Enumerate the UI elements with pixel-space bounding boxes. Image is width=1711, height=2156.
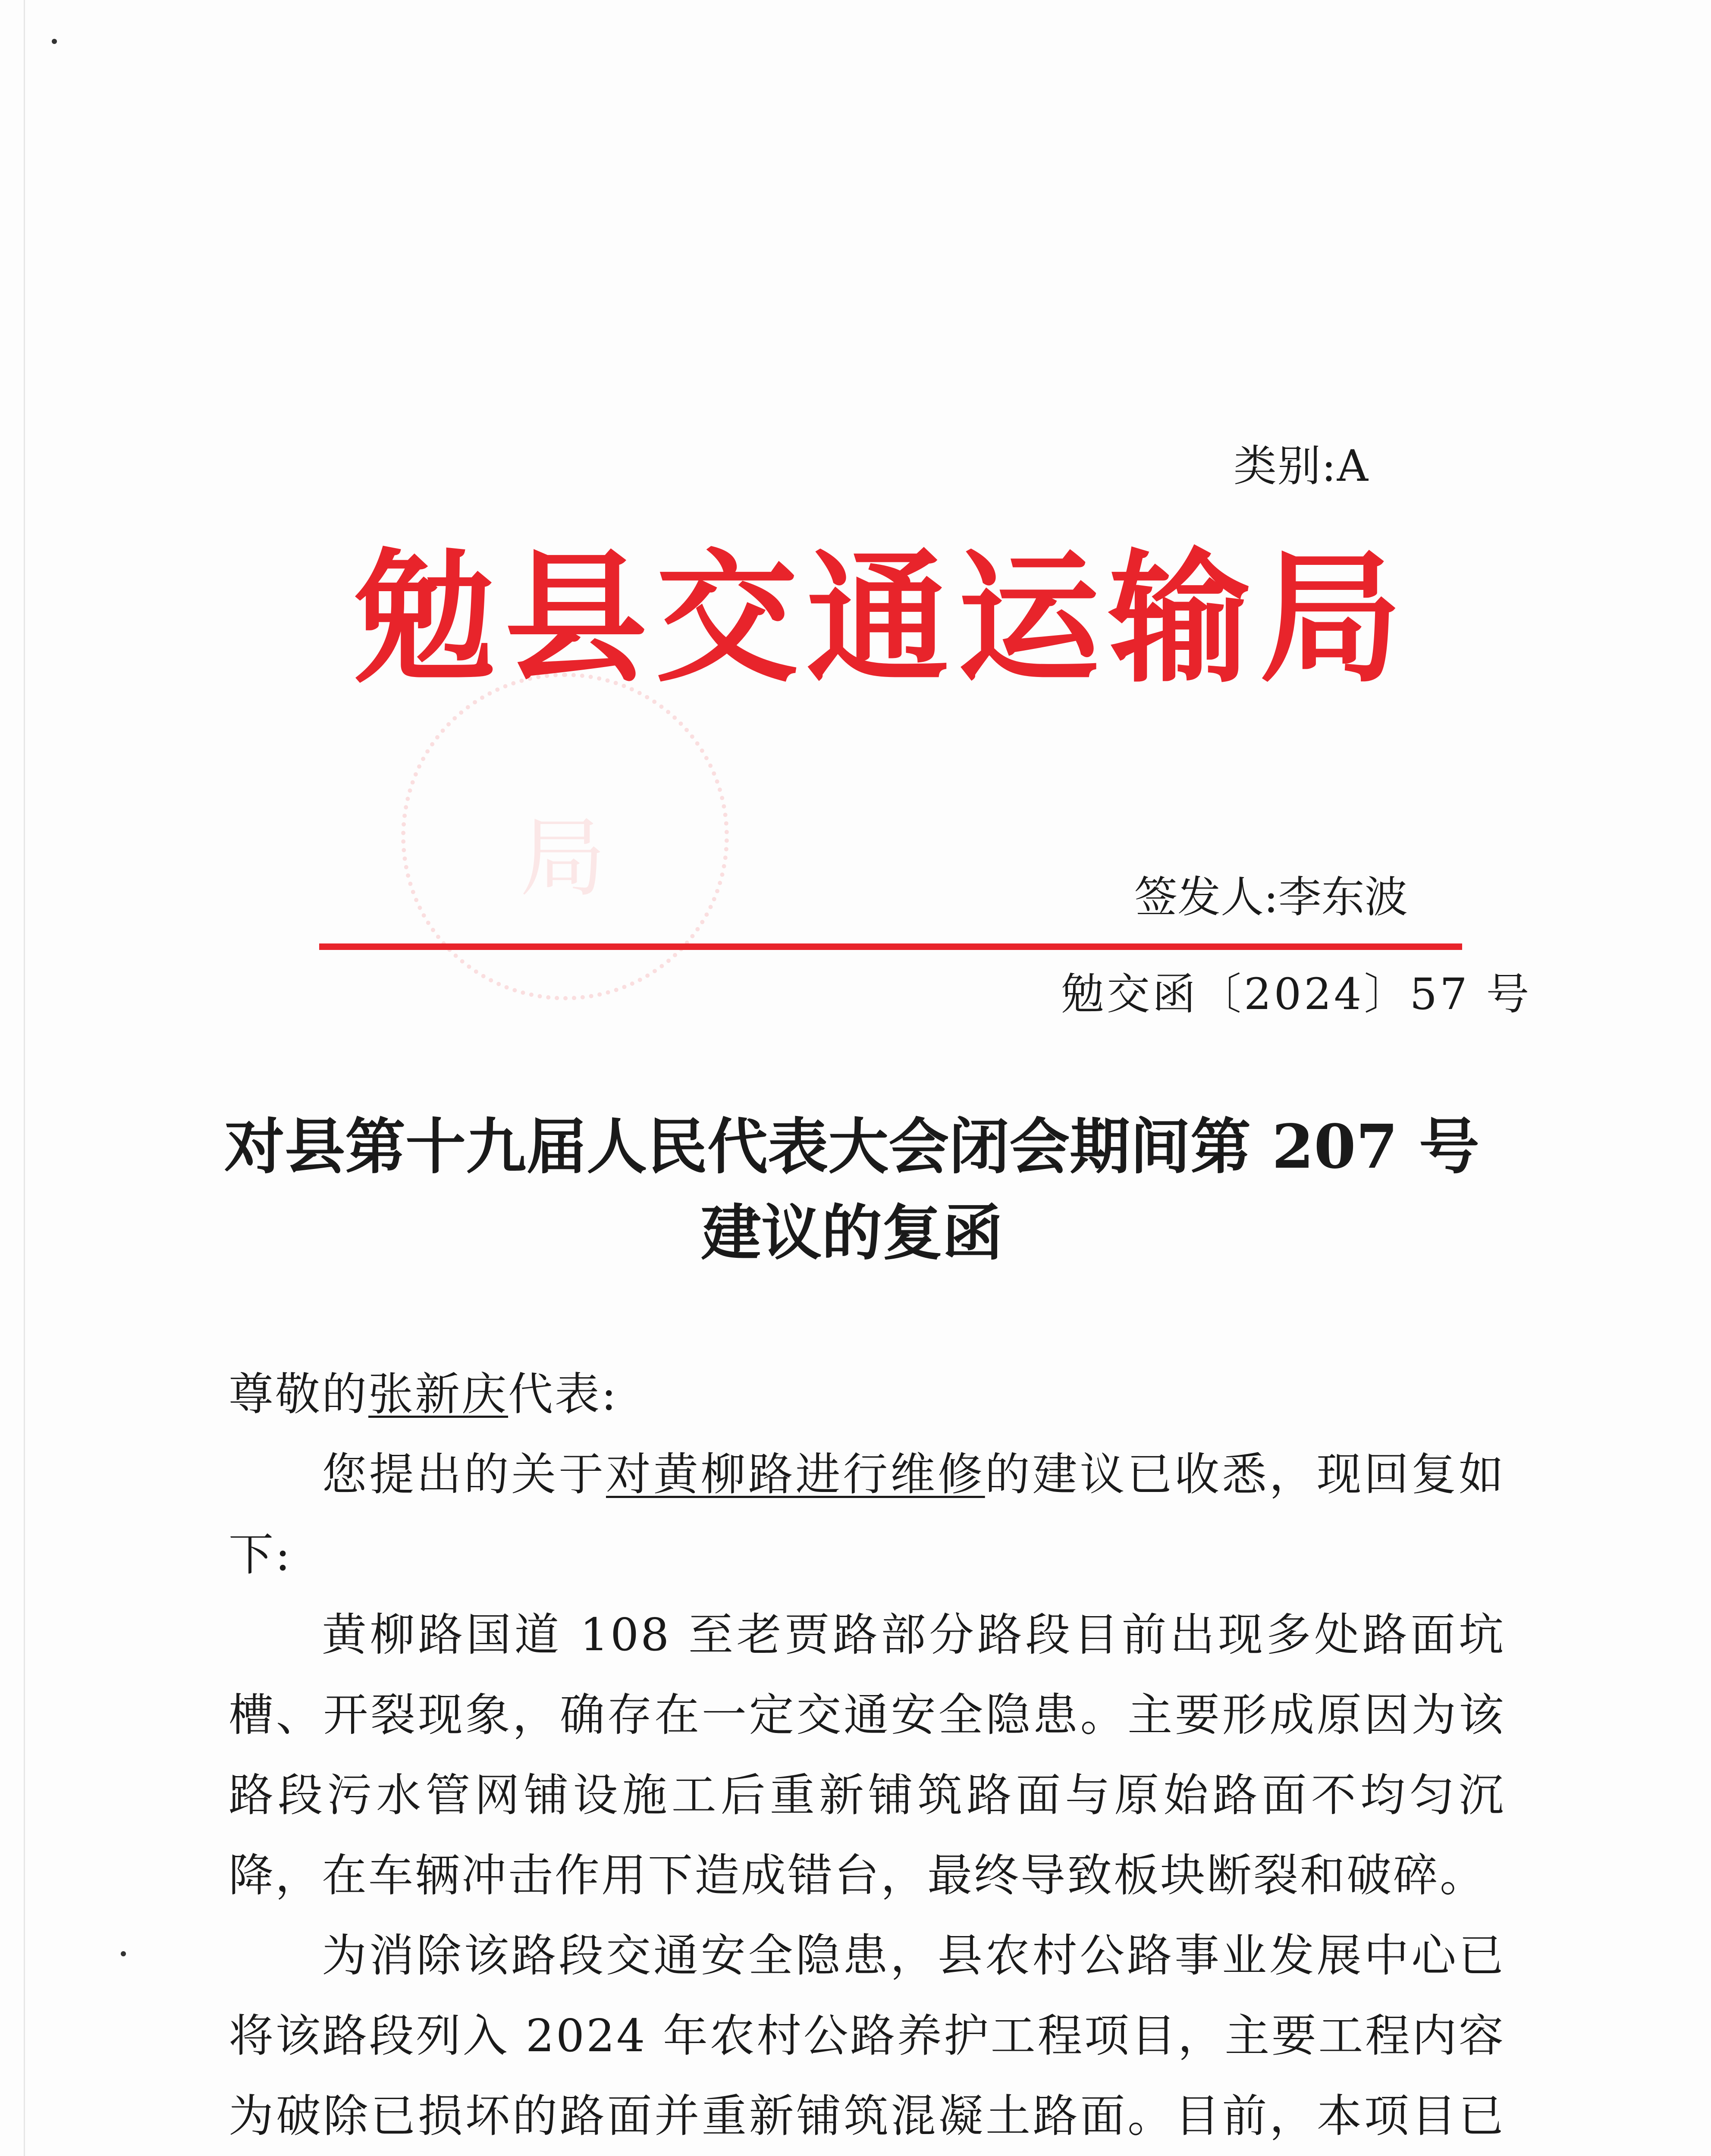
scan-speck — [121, 1951, 126, 1956]
paragraph-3: 为消除该路段交通安全隐患，县农村公路事业发展中心已将该路段列入 2024 年农村公路养护工程项目，主要工程内容为破除已损坏的路面并重新铺筑混凝土路面。目前，本项目已 — [229, 1929, 1505, 2142]
seal-char: 局 — [520, 808, 606, 909]
category-label: 类别:A — [1234, 441, 1369, 491]
representative-name: 张新庆 — [368, 1368, 509, 1420]
paragraph-1 — [229, 1434, 1505, 1595]
heading-line-1: 对县第十九届人民代表大会闭会期间第 207 号 — [224, 1112, 1479, 1182]
letter-body — [229, 1354, 1505, 2156]
suggestion-topic: 对黄柳路进行维修 — [606, 1448, 985, 1501]
scan-speck — [52, 39, 57, 44]
p1-suffix: 的建议已收悉，现回复如下: — [229, 1448, 1505, 1581]
official-seal-stamp — [401, 673, 729, 1000]
p1-prefix: 您提出的关于 — [322, 1448, 606, 1501]
salutation-prefix: 尊敬的 — [229, 1368, 369, 1420]
heading-line-2: 建议的复函 — [700, 1198, 1003, 1269]
document-number: 勉交函〔2024〕57 号 — [1061, 969, 1532, 1019]
org-title: 勉县交通运输局 — [354, 534, 1410, 702]
signer-label: 签发人:李东波 — [1134, 872, 1408, 922]
scan-edge — [24, 0, 25, 2156]
red-separator-line — [319, 943, 1462, 950]
document-heading — [190, 1104, 1514, 1276]
paragraph-2: 黄柳路国道 108 至老贾路部分路段目前出现多处路面坑槽、开裂现象，确存在一定交通安全隐患。主要形成原因为该路段污水管网铺设施工后重新铺筑路面与原始路面不均匀沉降，在车辆冲击作用下造成错台，最终导致板块断裂和破碎。 — [229, 1608, 1505, 1902]
salutation — [229, 1354, 1505, 1434]
salutation-suffix: 代表: — [508, 1368, 618, 1420]
